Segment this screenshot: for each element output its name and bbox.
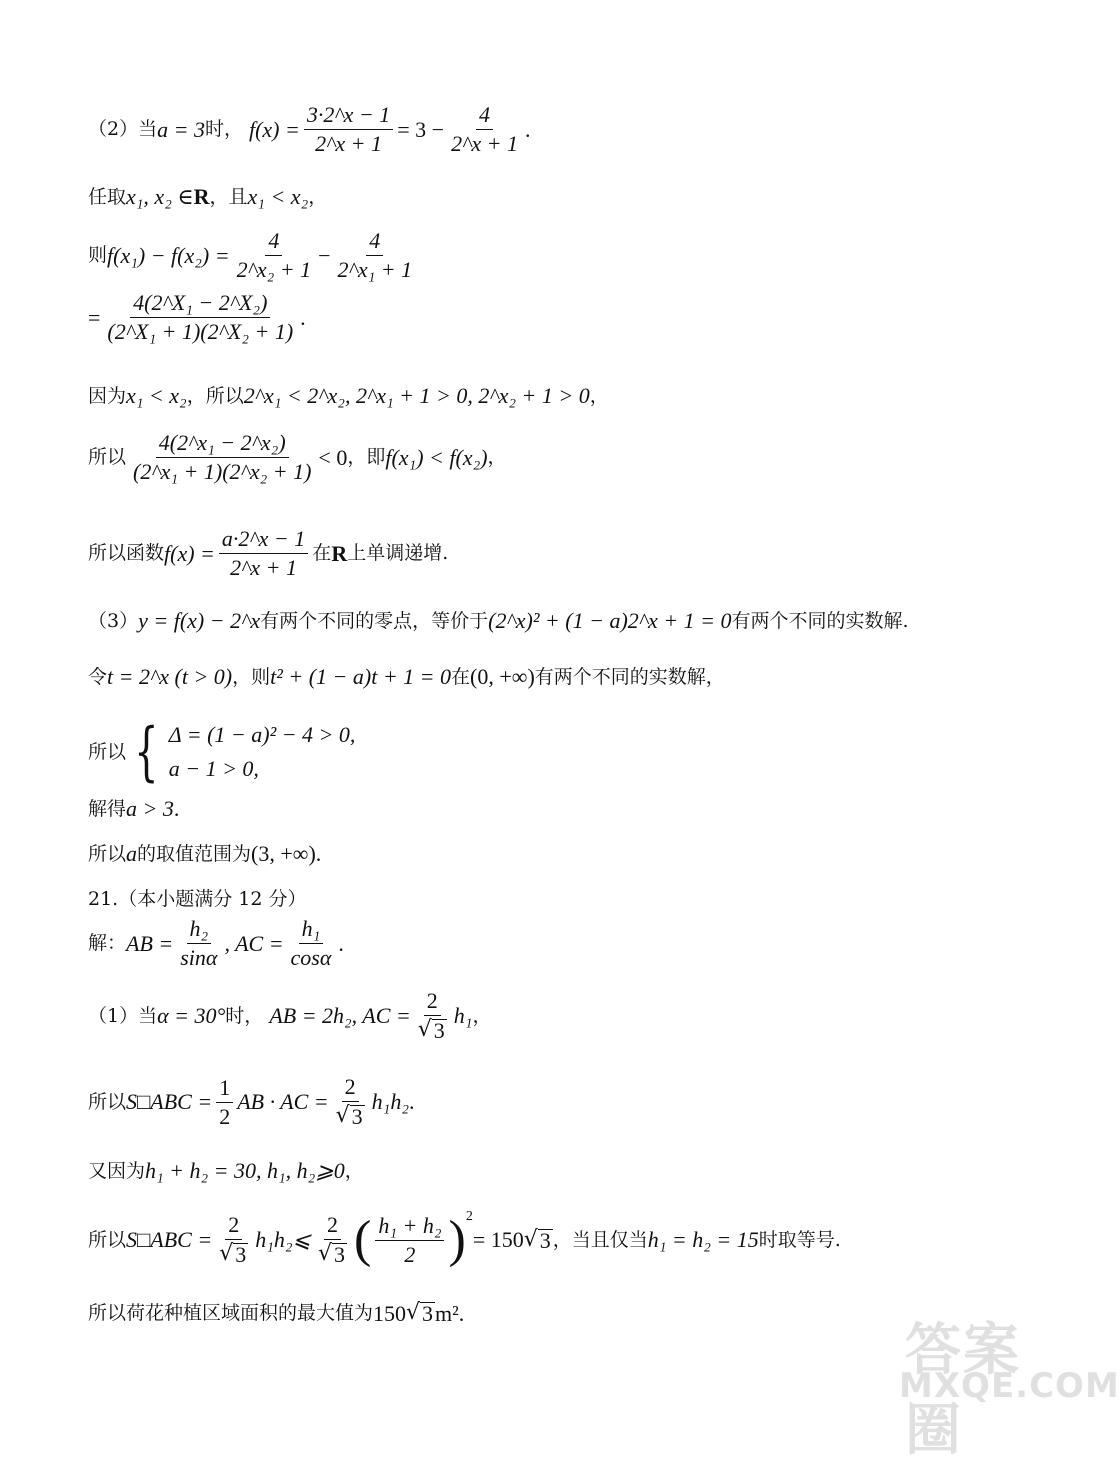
math: S□ABC = xyxy=(126,1227,213,1252)
text: （1）当 xyxy=(88,1004,158,1027)
text: 又因为 xyxy=(88,1159,146,1182)
math: x₁ < x₂ xyxy=(126,383,187,408)
text: ，即 xyxy=(347,446,386,468)
sqrt-icon: √ xyxy=(335,1103,350,1128)
punct: . xyxy=(300,304,306,330)
sqrt-icon: √ xyxy=(219,1241,234,1266)
fraction xyxy=(104,292,296,343)
math: x₁, x₂ ∈ xyxy=(126,184,194,209)
line-take-x1-x2 xyxy=(88,186,327,208)
math: AB = xyxy=(126,930,174,956)
math: 2^x₁ < 2^x₂, 2^x₁ + 1 > 0, 2^x₂ + 1 > 0 xyxy=(243,383,590,408)
math: a > 3 xyxy=(126,796,174,821)
fraction xyxy=(288,918,335,969)
math: h₁ = h₂ = 15 xyxy=(647,1227,759,1252)
system-row: Δ = (1 − a)² − 4 > 0, xyxy=(168,722,356,747)
real-set: R xyxy=(193,184,210,209)
math: h₁ + h₂ = 30, h₁, h₂⩾0 xyxy=(145,1158,345,1183)
fraction xyxy=(234,230,315,281)
numerator: h₁ xyxy=(299,918,324,944)
heading-text: 21.（本小题满分 12 分） xyxy=(88,888,307,910)
text: 上单调递增. xyxy=(347,542,449,564)
fraction xyxy=(216,1074,233,1129)
text: ，所以 xyxy=(186,384,244,407)
line-so-negative xyxy=(88,432,507,483)
numerator: 2 xyxy=(424,990,441,1016)
denominator: 2 xyxy=(219,1103,231,1129)
numerator: 2 xyxy=(324,1214,341,1240)
sqrt xyxy=(523,1226,553,1253)
text: ， xyxy=(472,1004,492,1027)
text: 所以 xyxy=(88,842,127,865)
punct: . xyxy=(173,796,180,821)
sqrt-icon: √ xyxy=(317,1241,332,1266)
math: h₁h₂ xyxy=(371,1089,409,1114)
radicand: 3 xyxy=(433,1018,445,1043)
denominator: 2^x₂ + 1 xyxy=(236,257,312,282)
denominator: cosα xyxy=(290,945,332,970)
sqrt xyxy=(333,1102,368,1128)
sqrt xyxy=(216,1240,251,1266)
text: 解： xyxy=(88,932,127,954)
line-solve xyxy=(88,798,179,820)
left-paren-icon: ( xyxy=(354,1211,372,1268)
line-max-area xyxy=(88,1302,464,1325)
text: 时， xyxy=(225,1004,264,1027)
fraction xyxy=(304,104,393,155)
real-set: R xyxy=(331,540,348,566)
text: 有两个不同的零点，等价于 xyxy=(260,609,489,632)
punct: . xyxy=(338,930,344,956)
math: f(x) = xyxy=(164,540,215,566)
text: 所以 xyxy=(88,740,127,763)
numerator: 4(2^x₁ − 2^x₂) xyxy=(156,432,289,458)
radicand: 3 xyxy=(334,1242,345,1267)
line-because xyxy=(88,385,609,407)
text: ，则 xyxy=(232,665,271,688)
text: 所以函数 xyxy=(88,542,165,564)
denominator: 2^x + 1 xyxy=(315,131,382,156)
radicand: 3 xyxy=(422,1301,434,1326)
sqrt xyxy=(315,1240,350,1266)
text: （3） xyxy=(88,609,139,632)
math: f(x) = xyxy=(248,116,300,142)
math: = 150 xyxy=(472,1227,524,1252)
text: 时取等号. xyxy=(758,1228,841,1251)
sqrt-icon: √ xyxy=(523,1226,538,1252)
numerator: 2 xyxy=(225,1214,242,1240)
system-row: a − 1 > 0, xyxy=(168,756,259,781)
text: 所以 xyxy=(88,1228,127,1251)
text: ， xyxy=(344,1159,364,1182)
denominator: 2^x + 1 xyxy=(230,555,298,580)
text: 有两个不同的实数解， xyxy=(534,665,725,688)
denominator: (2^x₁ + 1)(2^x₂ + 1) xyxy=(133,459,312,484)
exponent: 2 xyxy=(465,1209,473,1224)
text: ， xyxy=(487,446,507,468)
text: 所以荷花种植区域面积的最大值为 xyxy=(88,1302,374,1324)
punct: . xyxy=(408,1089,415,1114)
line-part3 xyxy=(88,610,909,632)
punct: . xyxy=(315,841,322,866)
math: < 0 xyxy=(318,444,348,470)
punct: . xyxy=(524,116,531,142)
text: 则 xyxy=(88,244,108,266)
text: （2）当 xyxy=(88,118,158,140)
numerator: a·2^x − 1 xyxy=(219,528,308,554)
math: α = 30° xyxy=(157,1003,226,1028)
fraction xyxy=(177,918,220,969)
text: 的取值范围为 xyxy=(137,842,252,865)
math: a = 3 xyxy=(157,116,205,142)
math: t = 2^x (t > 0) xyxy=(107,664,233,689)
math: 150 xyxy=(373,1300,407,1326)
math: (2^x)² + (1 − a)2^x + 1 = 0 xyxy=(488,608,732,633)
numerator: 1 xyxy=(216,1077,233,1103)
line-constraint xyxy=(88,1160,364,1182)
radicand: 3 xyxy=(235,1242,247,1267)
fraction xyxy=(219,528,308,579)
fraction xyxy=(315,1214,350,1266)
text: ，且 xyxy=(209,185,248,208)
math: (0, +∞) xyxy=(470,664,535,689)
fraction xyxy=(333,1076,368,1128)
system-brace xyxy=(126,715,356,789)
denominator: (2^X₁ + 1)(2^X₂ + 1) xyxy=(107,319,294,344)
sqrt xyxy=(406,1302,435,1325)
math: h₁ xyxy=(453,1003,473,1028)
fraction xyxy=(448,104,521,155)
sqrt xyxy=(415,1016,450,1042)
line-substitution xyxy=(88,666,725,688)
text: ， xyxy=(308,185,328,208)
math: a xyxy=(126,841,138,866)
line-simplified xyxy=(88,292,306,343)
radicand: 3 xyxy=(539,1227,551,1253)
text: 因为 xyxy=(88,384,127,407)
line-solution-ab-ac xyxy=(88,918,344,969)
math: = 3 − xyxy=(397,116,445,142)
math: S□ABC = xyxy=(126,1089,213,1114)
denominator: sinα xyxy=(180,945,218,970)
text: 令 xyxy=(88,665,108,688)
punct: . xyxy=(458,1300,465,1326)
math: − xyxy=(318,242,331,268)
math: t² + (1 − a)t + 1 = 0 xyxy=(270,664,452,689)
numerator: h₁ + h₂ xyxy=(375,1215,444,1241)
text: 在 xyxy=(451,665,471,688)
brace-icon: { xyxy=(134,715,159,789)
numerator: 3·2^x − 1 xyxy=(304,104,393,130)
math: = xyxy=(88,304,101,330)
text: 有两个不同的实数解. xyxy=(731,609,909,632)
text: 任取 xyxy=(88,185,127,208)
unit: m² xyxy=(435,1300,459,1326)
text: ，当且仅当 xyxy=(552,1228,648,1251)
denominator: 2^x₁ + 1 xyxy=(337,257,413,282)
numerator: 4 xyxy=(366,230,383,256)
sqrt-icon: √ xyxy=(417,1017,432,1042)
text: 解得 xyxy=(88,797,127,820)
watermark-url: MXQE.COM xyxy=(899,1366,1120,1406)
numerator: 4 xyxy=(476,104,493,130)
fraction xyxy=(335,230,416,281)
math: f(x₁) < f(x₂) xyxy=(385,444,488,470)
numerator: h₂ xyxy=(187,918,212,944)
math: AB = 2h₂, AC = xyxy=(269,1003,411,1028)
math: y = f(x) − 2^x xyxy=(138,608,261,633)
math: f(x₁) − f(x₂) = xyxy=(107,242,230,268)
line-system xyxy=(88,715,356,789)
watermark-text: 答案圈 xyxy=(905,1318,1021,1463)
fraction xyxy=(415,990,450,1042)
text: ， xyxy=(589,384,609,407)
right-paren-icon: ) xyxy=(448,1211,466,1268)
math: AB · AC = xyxy=(237,1089,329,1114)
line-range xyxy=(88,843,321,865)
math: , AC = xyxy=(224,930,284,956)
line-part1-alpha30 xyxy=(88,990,491,1042)
line-difference xyxy=(88,230,419,281)
denominator: 2^x + 1 xyxy=(451,131,518,156)
fraction xyxy=(375,1212,444,1267)
math: (3, +∞) xyxy=(251,841,316,866)
numerator: 4 xyxy=(265,230,282,256)
line-part2-definition xyxy=(88,104,530,155)
line-monotonic xyxy=(88,528,448,579)
sqrt-icon: √ xyxy=(406,1300,421,1325)
numerator: 2 xyxy=(342,1076,359,1102)
fraction xyxy=(130,432,314,483)
numerator: 4(2^X₁ − 2^X₂) xyxy=(130,292,270,318)
question-21-heading xyxy=(88,890,306,909)
text: 所以 xyxy=(88,446,127,468)
text: 时， xyxy=(204,118,243,140)
line-inequality xyxy=(88,1209,841,1268)
text: 所以 xyxy=(88,1090,127,1113)
denominator: 2 xyxy=(404,1241,416,1267)
math: x₁ < x₂ xyxy=(247,184,309,209)
math: h₁h₂⩽ xyxy=(255,1227,311,1252)
line-area-formula xyxy=(88,1076,414,1128)
fraction xyxy=(216,1214,251,1266)
radicand: 3 xyxy=(351,1104,363,1129)
text: 在 xyxy=(312,542,332,564)
watermark-logo xyxy=(895,1300,1120,1463)
